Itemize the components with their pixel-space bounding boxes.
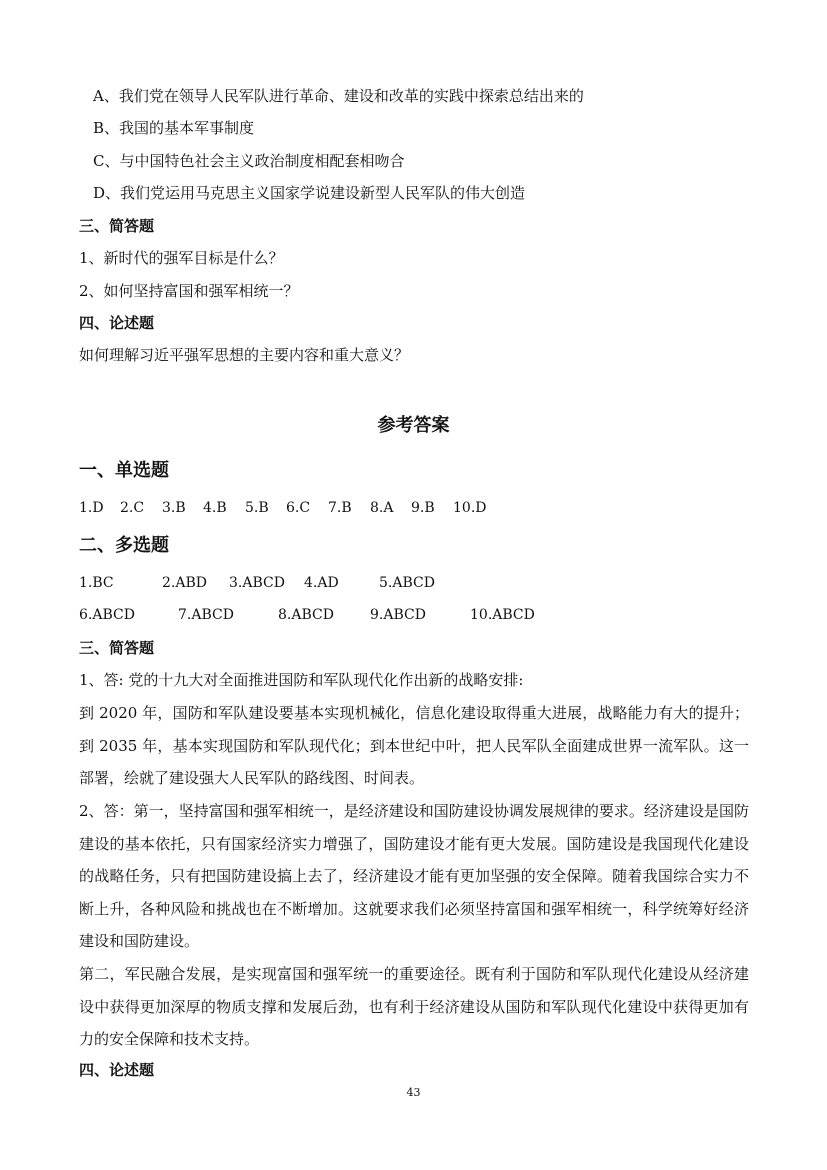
option-c: C、与中国特色社会主义政治制度相配套相吻合	[93, 152, 405, 170]
answer-3-1-intro: 1、答: 党的十九大对全面推进国防和军队现代化作出新的战略安排:	[79, 671, 524, 689]
answer-item: 4.AD	[304, 575, 339, 591]
option-d: D、我们党运用马克思主义国家学说建设新型人民军队的伟大创造	[93, 184, 526, 202]
answer-item: 2.C	[120, 500, 145, 516]
answer-item: 8.A	[370, 500, 394, 516]
answer-section-short-answer: 三、简答题	[79, 639, 155, 657]
answer-item: 1.BC	[79, 575, 114, 591]
answer-item: 10.D	[453, 500, 487, 516]
question-3-1: 1、新时代的强军目标是什么？	[79, 249, 284, 267]
answer-item: 8.ABCD	[278, 607, 334, 623]
answer-item: 5.ABCD	[379, 575, 435, 591]
option-b: B、我国的基本军事制度	[93, 119, 255, 137]
answer-item: 5.B	[245, 500, 269, 516]
answer-item: 6.C	[286, 500, 311, 516]
question-3-2: 2、如何坚持富国和强军相统一？	[79, 282, 299, 300]
answer-item: 2.ABD	[162, 575, 207, 591]
option-a: A、我们党在领导人民军队进行革命、建设和改革的实践中探索总结出来的	[93, 87, 584, 105]
answer-item: 1.D	[79, 500, 104, 516]
answer-item: 6.ABCD	[79, 607, 135, 623]
answer-item: 3.ABCD	[229, 575, 285, 591]
answer-3-2-paragraph-1: 2、答：第一，坚持富国和强军相统一，是经济建设和国防建设协调发展规律的要求。经济建设是国防建设的基本依托，只有国家经济实力增强了，国防建设才能有更大发展。国防建设是我国现代化建设的战略任务，只有把国防建设搞上去了，经济建设才能有更加坚强的安全保障。随着我国综合实力不断上升，各种风险和挑战也在不断增加。这就要求我们必须坚持富国和强军相统一，科学统筹好经济建设和国防建设。	[79, 802, 749, 951]
answer-section-multiple-choice: 二、多选题	[79, 535, 169, 556]
answer-item: 4.B	[203, 500, 227, 516]
answer-item: 9.ABCD	[370, 607, 426, 623]
page-number: 43	[406, 1086, 421, 1099]
answer-item: 10.ABCD	[470, 607, 535, 623]
section-title-essay: 四、论述题	[79, 314, 155, 332]
answer-item: 7.B	[328, 500, 352, 516]
answer-section-single-choice: 一、单选题	[79, 460, 169, 481]
question-4: 如何理解习近平强军思想的主要内容和重大意义？	[79, 346, 410, 364]
answer-section-essay: 四、论述题	[79, 1061, 155, 1079]
answer-item: 9.B	[411, 500, 435, 516]
answer-item: 3.B	[162, 500, 186, 516]
answer-key-title: 参考答案	[377, 415, 450, 436]
answer-item: 7.ABCD	[178, 607, 234, 623]
answer-3-2-paragraph-2: 第二，军民融合发展，是实现富国和强军统一的重要途径。既有利于国防和军队现代化建设从经济建设中获得更加深厚的物质支撑和发展后劲，也有利于经济建设从国防和军队现代化建设中获得更加有力的安全保障和技术支持。	[79, 965, 749, 1049]
section-title-short-answer: 三、简答题	[79, 217, 155, 235]
answer-3-1-body: 到 2020 年，国防和军队建设要基本实现机械化，信息化建设取得重大进展，战略能力有大的提升；到 2035 年，基本实现国防和军队现代化；到本世纪中叶，把人民军队全面建成世界一流军队。这一部署，绘就了建设强大人民军队的路线图、时间表。	[79, 704, 749, 788]
